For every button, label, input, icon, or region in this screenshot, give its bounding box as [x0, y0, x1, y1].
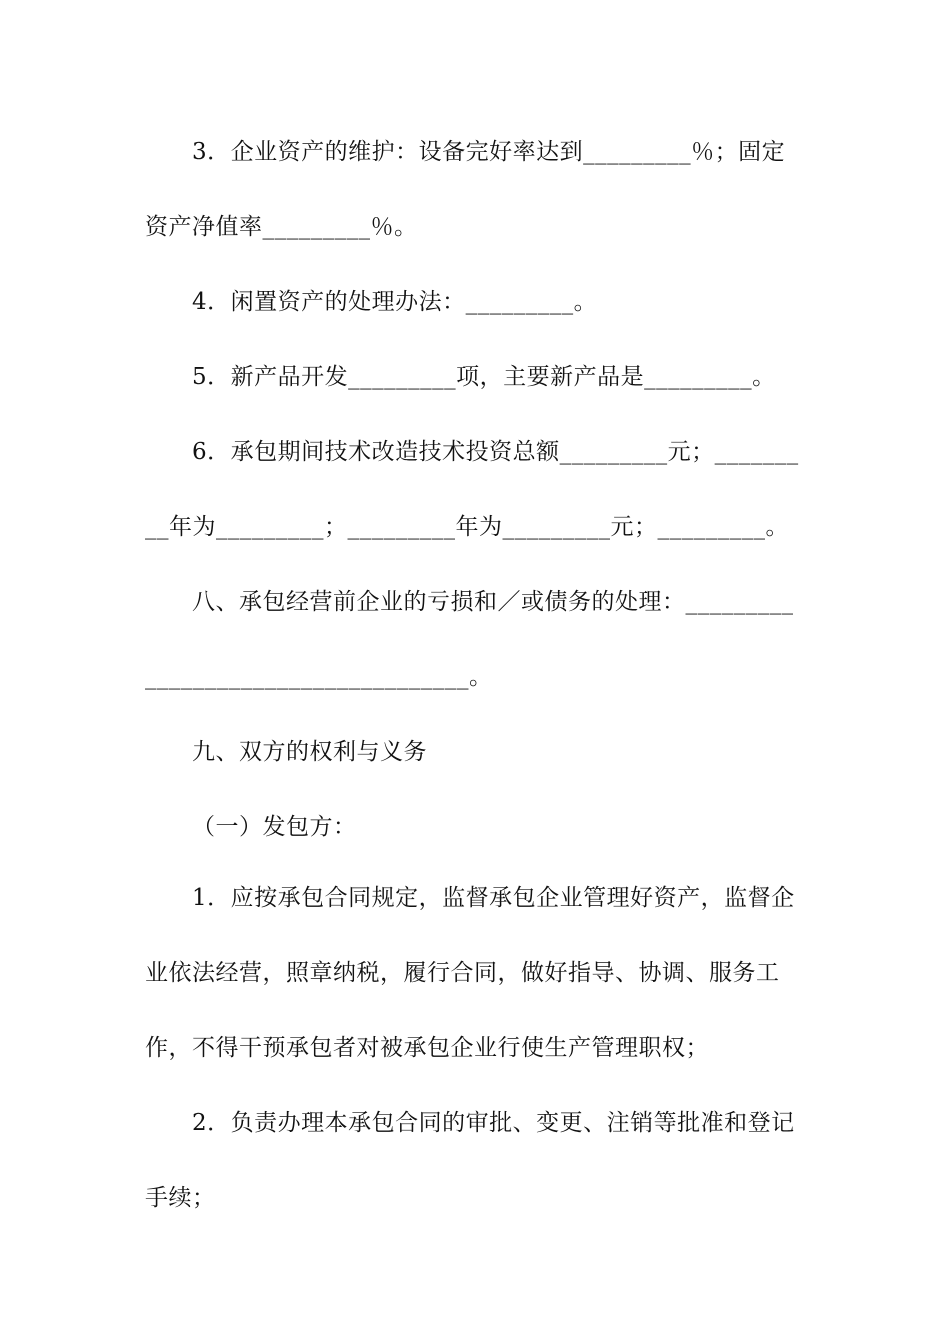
paragraph-line: 6．承包期间技术改造技术投资总额_________元；_______	[192, 439, 799, 465]
paragraph-line: 3．企业资产的维护：设备完好率达到_________％；固定	[192, 139, 786, 165]
paragraph-line: 作，不得干预承包者对被承包企业行使生产管理职权；	[145, 1035, 709, 1061]
subsection-heading: （一）发包方：	[192, 814, 357, 840]
paragraph-line: 2．负责办理本承包合同的审批、变更、注销等批准和登记	[192, 1110, 795, 1136]
section-heading-8: 八、承包经营前企业的亏损和／或债务的处理：_________	[192, 589, 794, 615]
paragraph-line: 手续；	[145, 1185, 216, 1211]
paragraph-line: ___________________________。	[145, 664, 493, 690]
paragraph-line: 5．新产品开发_________项，主要新产品是_________。	[192, 364, 776, 390]
paragraph-line: 1．应按承包合同规定，监督承包企业管理好资产，监督企	[192, 885, 795, 911]
section-heading-9: 九、双方的权利与义务	[192, 739, 427, 765]
paragraph-line: 4．闲置资产的处理办法：_________。	[192, 289, 598, 315]
paragraph-line: 业依法经营，照章纳税，履行合同，做好指导、协调、服务工	[145, 960, 780, 986]
paragraph-line: __年为_________；_________年为_________元；_________。	[145, 514, 789, 540]
paragraph-line: 资产净值率_________％。	[145, 214, 418, 240]
